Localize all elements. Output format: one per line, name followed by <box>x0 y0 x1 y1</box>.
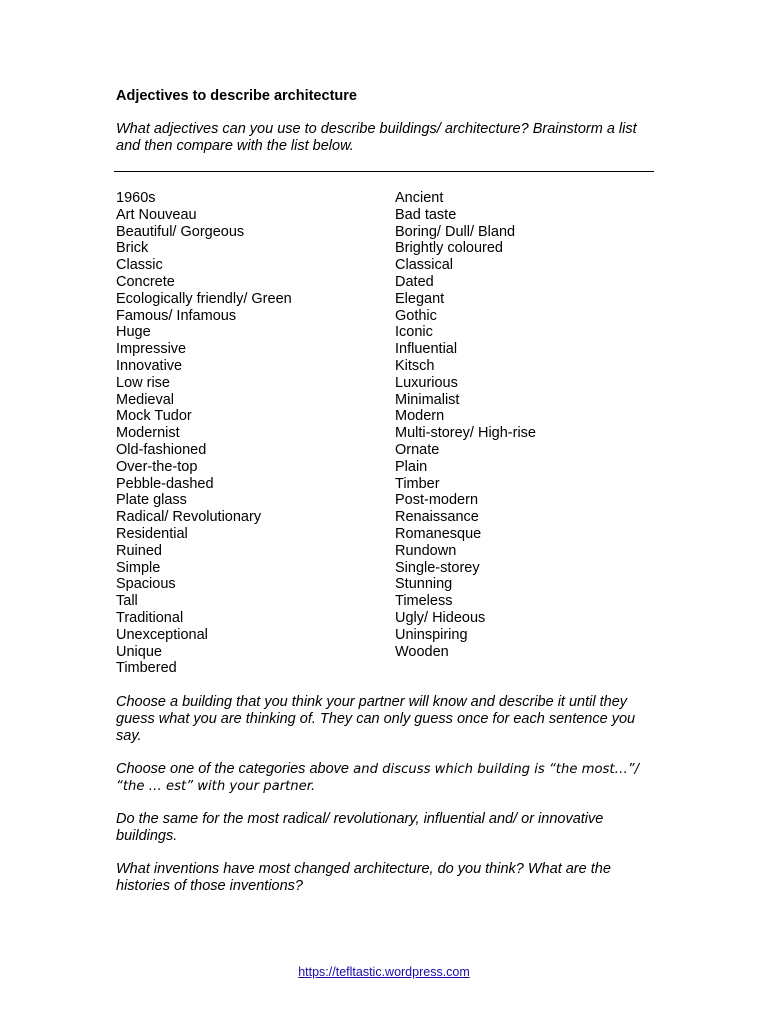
discussion-prompts <box>116 694 656 911</box>
adjective-item: Renaissance <box>395 509 479 526</box>
adjective-item: Brightly coloured <box>395 240 503 257</box>
adjective-item: 1960s <box>116 190 156 206</box>
prompt-categories <box>116 761 656 795</box>
adjective-item: Ancient <box>395 190 444 206</box>
adjective-item: Dated <box>395 273 434 290</box>
adjective-item: Iconic <box>395 324 433 341</box>
prompt-categories-start: Choose one of the categories above <box>116 761 349 777</box>
adjective-item: Traditional <box>116 609 184 626</box>
adjective-item: Unexceptional <box>116 626 208 643</box>
adjective-item: Romanesque <box>395 525 482 542</box>
adjective-item: Low rise <box>116 374 170 391</box>
adjective-item: Kitsch <box>395 357 435 374</box>
adjective-item: Impressive <box>116 341 187 358</box>
prompt-inventions: What inventions have most changed architecture, do you think? What are the histories of those inventions? <box>116 861 611 894</box>
adjective-item: Influential <box>395 341 458 358</box>
adjective-item: Mock Tudor <box>116 408 192 425</box>
adjective-item: Spacious <box>116 576 176 593</box>
footer <box>0 964 768 980</box>
adjective-item: Tall <box>116 593 138 610</box>
adjective-item: Modernist <box>116 425 180 442</box>
adjective-item: Art Nouveau <box>116 206 197 223</box>
page-title: Adjectives to describe architecture <box>116 88 357 104</box>
adjective-item: Timeless <box>395 593 453 610</box>
adjective-item: Uninspiring <box>395 626 468 643</box>
prompt-categories-rest: and discuss which building is “the most…”/ “the … est” with your partner. <box>116 762 640 794</box>
adjective-item: Single-storey <box>395 559 480 576</box>
adjective-list-right <box>395 190 536 660</box>
adjective-item: Minimalist <box>395 391 460 408</box>
adjective-item: Concrete <box>116 273 175 290</box>
adjective-item: Bad taste <box>395 206 457 223</box>
adjective-item: Old-fashioned <box>116 441 207 458</box>
divider-line <box>114 171 654 172</box>
adjective-item: Classical <box>395 257 454 274</box>
adjective-item: Unique <box>116 643 162 660</box>
adjective-item: Medieval <box>116 391 175 408</box>
adjective-item: Elegant <box>395 290 445 307</box>
adjective-item: Simple <box>116 559 161 576</box>
adjective-item: Residential <box>116 525 188 542</box>
adjective-item: Rundown <box>395 542 457 559</box>
adjective-item: Post-modern <box>395 492 479 509</box>
adjective-item: Timber <box>395 475 440 492</box>
adjective-item: Beautiful/ Gorgeous <box>116 223 245 240</box>
adjective-item: Famous/ Infamous <box>116 307 237 324</box>
adjective-item: Innovative <box>116 357 183 374</box>
adjective-item: Pebble-dashed <box>116 475 214 492</box>
adjective-item: Multi-storey/ High-rise <box>395 425 536 442</box>
adjective-item: Boring/ Dull/ Bland <box>395 223 516 240</box>
adjective-item: Modern <box>395 408 445 425</box>
adjective-item: Plate glass <box>116 492 187 509</box>
adjective-list-left <box>116 190 292 677</box>
footer-link[interactable]: https://tefltastic.wordpress.com <box>298 965 470 979</box>
adjective-item: Stunning <box>395 576 453 593</box>
adjective-item: Luxurious <box>395 374 458 391</box>
adjective-item: Radical/ Revolutionary <box>116 509 262 526</box>
adjective-item: Brick <box>116 240 149 257</box>
prompt-guess-building: Choose a building that you think your partner will know and describe it until they guess what you are thinking of. They can only guess once for each sentence you say. <box>116 694 636 744</box>
adjective-item: Classic <box>116 257 163 274</box>
adjective-item: Wooden <box>395 643 449 660</box>
intro-question: What adjectives can you use to describe buildings/ architecture? Brainstorm a list and then compare with the list below. <box>116 121 637 154</box>
prompt-radical-buildings: Do the same for the most radical/ revolutionary, influential and/ or innovative buildings. <box>116 811 604 844</box>
adjective-item: Over-the-top <box>116 458 198 475</box>
adjective-item: Plain <box>395 458 428 475</box>
adjective-item: Ugly/ Hideous <box>395 609 486 626</box>
adjective-item: Huge <box>116 324 151 341</box>
adjective-item: Gothic <box>395 307 437 324</box>
adjective-item: Ruined <box>116 542 162 559</box>
adjective-item: Timbered <box>116 660 177 677</box>
adjective-item: Ecologically friendly/ Green <box>116 290 292 307</box>
adjective-item: Ornate <box>395 441 440 458</box>
